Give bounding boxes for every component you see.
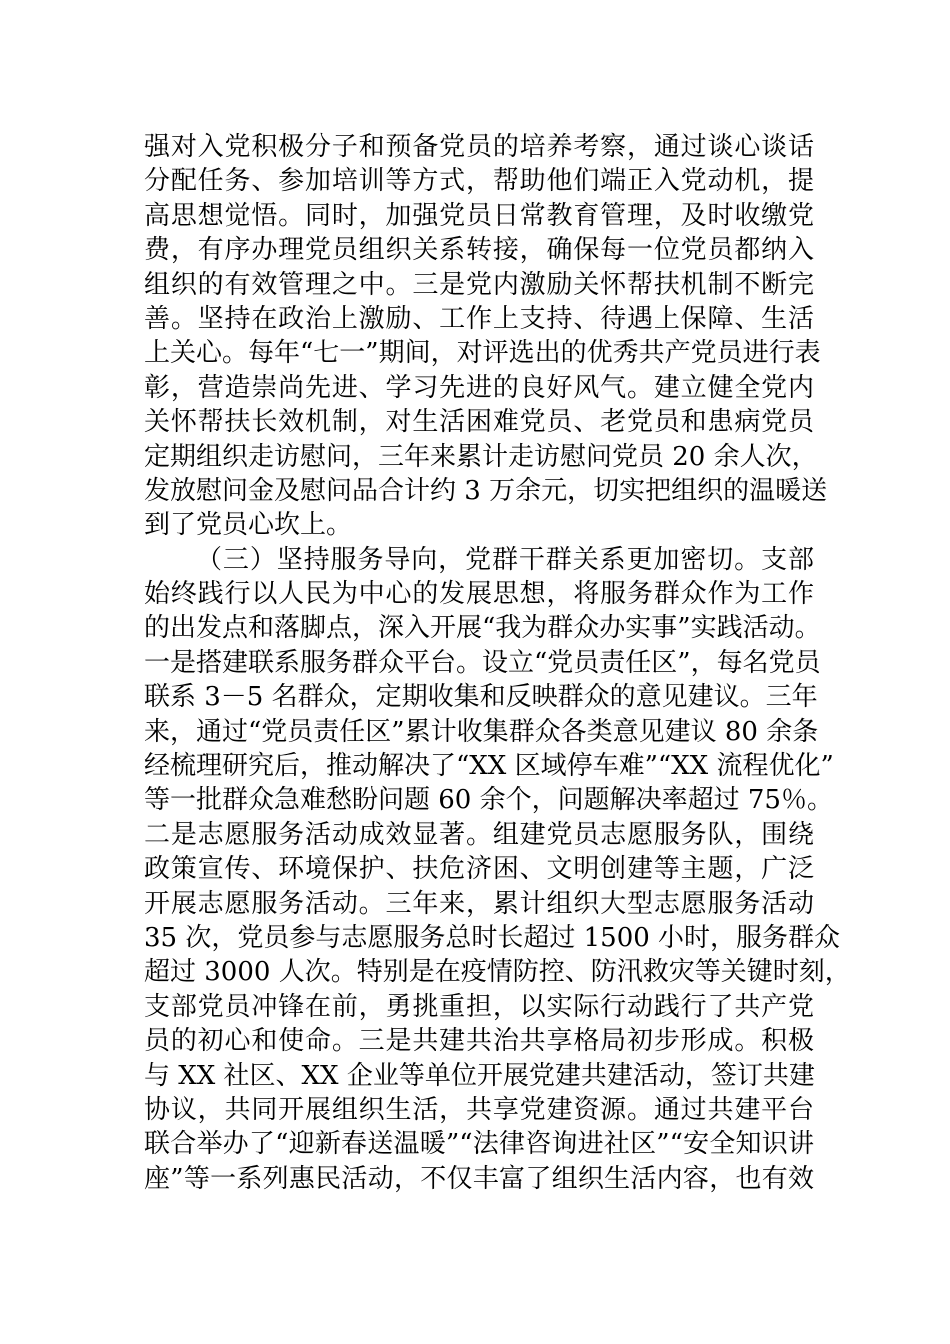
text-line: 来，通过“党员责任区”累计收集群众各类意见建议 80 余条: [144, 716, 819, 747]
text-line: 35 次，党员参与志愿服务总时长超过 1500 小时，服务群众: [144, 922, 841, 953]
text-line: 关怀帮扶长效机制，对生活困难党员、老党员和患病党员: [144, 407, 814, 438]
text-line: 发放慰问金及慰问品合计约 3 万余元，切实把组织的温暖送: [144, 475, 828, 506]
text-line: 始终践行以人民为中心的发展思想，将服务群众作为工作: [144, 579, 814, 610]
text-line: 高思想觉悟。同时，加强党员日常教育管理，及时收缴党: [144, 200, 814, 231]
text-line: 开展志愿服务活动。三年来，累计组织大型志愿服务活动: [144, 888, 814, 919]
text-line: 座”等一系列惠民活动，不仅丰富了组织生活内容，也有效: [144, 1163, 814, 1194]
text-line: 协议，共同开展组织生活，共享党建资源。通过共建平台: [144, 1094, 814, 1125]
text-line: 超过 3000 人次。特别是在疫情防控、防汛救灾等关键时刻，: [144, 957, 851, 988]
text-line: 彰，营造崇尚先进、学习先进的良好风气。建立健全党内: [144, 372, 814, 403]
text-line: 支部党员冲锋在前，勇挑重担，以实际行动践行了共产党: [144, 991, 814, 1022]
text-line: 经梳理研究后，推动解决了“XX 区域停车难”“XX 流程优化”: [144, 751, 834, 782]
text-line: 的出发点和落脚点，深入开展“我为群众办实事”实践活动。: [144, 613, 821, 644]
text-line: 善。坚持在政治上激励、工作上支持、待遇上保障、生活: [144, 303, 814, 334]
text-line: 组织的有效管理之中。三是党内激励关怀帮扶机制不断完: [144, 269, 814, 300]
text-line: 员的初心和使命。三是共建共治共享格局初步形成。积极: [144, 1026, 814, 1057]
text-line: 联系 3－5 名群众，定期收集和反映群众的意见建议。三年: [144, 682, 818, 713]
text-line: 政策宣传、环境保护、扶危济困、文明创建等主题，广泛: [144, 854, 814, 885]
text-line: 联合举办了“迎新春送温暖”“法律咨询进社区”“安全知识讲: [144, 1129, 814, 1160]
text-line: 上关心。每年“七一”期间，对评选出的优秀共产党员进行表: [144, 338, 821, 369]
text-line: 一是搭建联系服务群众平台。设立“党员责任区”，每名党员: [144, 647, 821, 678]
text-line: 费，有序办理党员组织关系转接，确保每一位党员都纳入: [144, 235, 814, 266]
body-text: [144, 130, 851, 1196]
text-line: 二是志愿服务活动成效显著。组建党员志愿服务队，围绕: [144, 819, 814, 850]
text-line: 与 XX 社区、XX 企业等单位开展党建共建活动，签订共建: [144, 1060, 815, 1091]
text-line: 强对入党积极分子和预备党员的培养考察，通过谈心谈话: [144, 132, 814, 162]
text-line: 分配任务、参加培训等方式，帮助他们端正入党动机，提: [144, 166, 814, 197]
section-heading-line: （三）坚持服务导向，党群干群关系更加密切。支部: [196, 544, 814, 575]
text-line: 等一批群众急难愁盼问题 60 余个，问题解决率超过 75％。: [144, 785, 833, 816]
text-line: 定期组织走访慰问，三年来累计走访慰问党员 20 余人次，: [144, 441, 818, 472]
text-line: 到了党员心坎上。: [144, 510, 353, 541]
